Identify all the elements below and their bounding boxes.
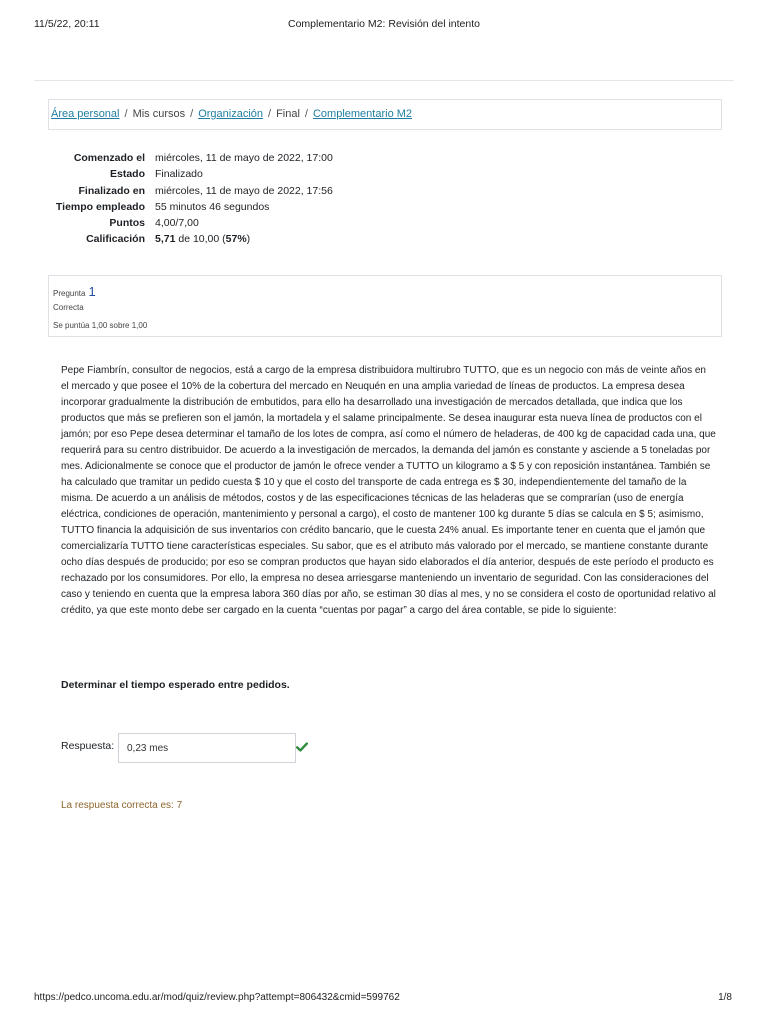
question-prompt: Determinar el tiempo esperado entre pedidos. bbox=[61, 679, 290, 691]
grade-percent: 57% bbox=[225, 233, 247, 246]
breadcrumb-final: Final bbox=[276, 108, 300, 120]
summary-value: miércoles, 11 de mayo de 2022, 17:00 bbox=[155, 152, 333, 164]
question-number: 1 bbox=[88, 284, 96, 299]
summary-row-points bbox=[48, 215, 448, 231]
question-info-box bbox=[48, 275, 722, 337]
summary-label: Finalizado en bbox=[78, 184, 145, 197]
summary-label: Comenzado el bbox=[73, 152, 145, 164]
summary-row-time bbox=[48, 199, 448, 215]
summary-value bbox=[155, 231, 448, 247]
print-datetime: 11/5/22, 20:11 bbox=[34, 18, 100, 30]
breadcrumb-separator: / bbox=[190, 108, 194, 120]
print-header bbox=[0, 18, 768, 32]
question-mark: Se puntúa 1,00 sobre 1,00 bbox=[53, 321, 148, 330]
question-status: Correcta bbox=[53, 303, 84, 312]
attempt-summary bbox=[48, 150, 448, 248]
breadcrumb-separator: / bbox=[304, 108, 308, 120]
grade-close: ) bbox=[246, 233, 251, 246]
grade-score: 5,71 bbox=[155, 233, 176, 246]
breadcrumb-separator: / bbox=[268, 108, 272, 120]
print-url: https://pedco.uncoma.edu.ar/mod/quiz/review.php?attempt=806432&cmid=599762 bbox=[34, 992, 400, 1003]
summary-value: 55 minutos 46 segundos bbox=[155, 200, 270, 213]
correct-answer-feedback: La respuesta correcta es: 7 bbox=[61, 800, 183, 811]
breadcrumb-mis-cursos: Mis cursos bbox=[132, 108, 186, 120]
breadcrumb-complementario[interactable]: Complementario M2 bbox=[312, 108, 413, 120]
grade-of: de 10,00 ( bbox=[178, 233, 226, 246]
question-number-line bbox=[53, 284, 96, 299]
print-title: Complementario M2: Revisión del intento bbox=[287, 18, 480, 30]
summary-row-started bbox=[48, 150, 448, 166]
question-text: Pepe Fiambrín, consultor de negocios, está a cargo de la empresa distribuidora multirubro TUTTO, que es un negocio con más de veinte años en el mercado y que posee el 10% de la cobertura del mercado en Neuquén en una amplia variedad de líneas de productos. La empresa desea incorporar gradualmente la distribución de embutidos, para ello ha desarrollado una investigación de mercados detallada, que indica que los productos que más se prefieren son el jamón, la mortadela y el salame principalmente. Se desea inaugurar esta nueva línea de productos con el jamón; por eso Pepe desea determinar el tamaño de los lotes de compra, así como el número de heladeras, de 400 kg de capacidad cada una, que requerirá para su centro distribuidor. De acuerdo a la investigación de mercados, la demanda del jamón es constante y asciende a 5 toneladas por mes. Adicionalmente se conoce que el productor de jamón le ofrece vender a TUTTO un kilogramo a $ 5 y con reposición instantánea. También se ha calculado que tramitar un pedido cuesta $ 10 y que el costo del transporte de cada entrega es $ 30, independientemente del tamaño de la misma. De acuerdo a un análisis de métodos, costos y de las especificaciones técnicas de las heladeras que se comprarían (uso de energía eléctrica, condiciones de operación, mantenimiento y personal a cargo), el costo de mantener 100 kg durante 5 días se calcula en $ 5; asimismo, TUTTO financia la adquisición de sus inventarios con crédito bancario, que le cuesta 24% anual. Es importante tener en cuenta que el jamón que comercializaría TUTTO tiene características especiales. Su sabor, que es el atributo más valorado por el mercado, se mantiene constante durante ocho días después de producido; por eso se compran productos que hayan sido elaborados el día anterior, después de este período el producto es rechazado por los consumidores. Por ello, la empresa no desea arriesgarse manteniendo un inventario de seguridad. Con las consideraciones del caso y teniendo en cuenta que la empresa labora 360 días por año, se estiman 30 días al mes, y no se considera el costo de oportunidad relativo al crédito, ya que este monto debe ser cargado en la cuenta “cuentas por pagar” a cargo del área contable, se pide lo siguiente: bbox=[61, 365, 716, 616]
summary-label: Tiempo empleado bbox=[55, 200, 145, 213]
summary-row-state bbox=[48, 166, 448, 182]
answer-input[interactable] bbox=[118, 733, 296, 763]
header-divider bbox=[34, 80, 734, 81]
breadcrumb-organizacion[interactable]: Organización bbox=[198, 108, 264, 120]
check-icon bbox=[296, 741, 308, 753]
summary-label: Calificación bbox=[86, 233, 145, 246]
answer-label: Respuesta: bbox=[61, 740, 115, 752]
summary-label: Puntos bbox=[109, 217, 145, 230]
print-page-number: 1/8 bbox=[718, 992, 732, 1003]
question-label: Pregunta bbox=[53, 289, 86, 298]
breadcrumb-area-personal[interactable]: Área personal bbox=[51, 108, 120, 120]
summary-value: 4,00/7,00 bbox=[155, 217, 199, 230]
summary-row-grade bbox=[48, 231, 448, 247]
breadcrumb bbox=[48, 99, 722, 130]
summary-value: miércoles, 11 de mayo de 2022, 17:56 bbox=[155, 184, 333, 197]
summary-label: Estado bbox=[109, 168, 145, 181]
summary-value: Finalizado bbox=[155, 168, 203, 181]
breadcrumb-separator: / bbox=[124, 108, 128, 120]
summary-row-finished bbox=[48, 183, 448, 199]
